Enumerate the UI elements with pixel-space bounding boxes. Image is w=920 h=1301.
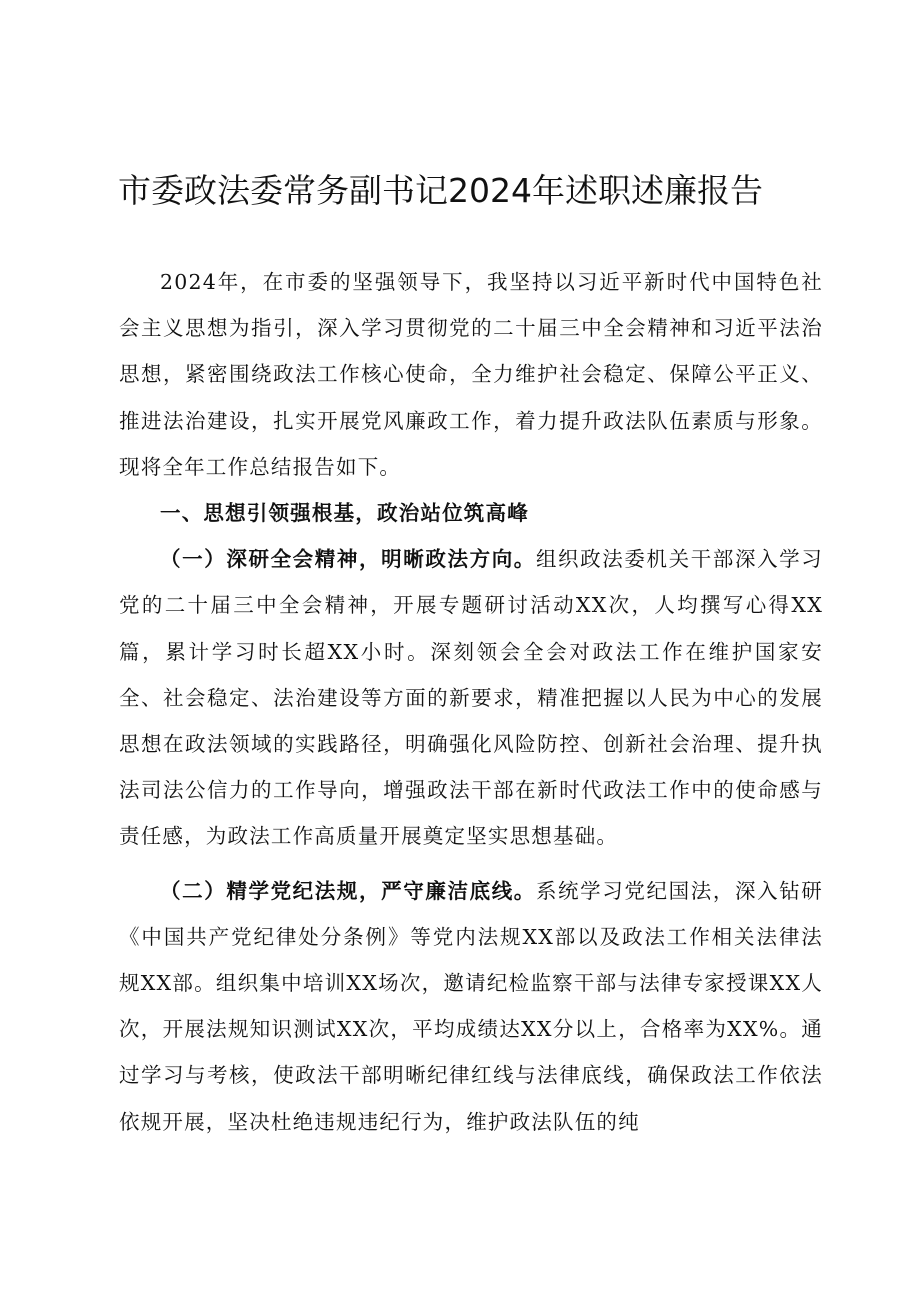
subsection-lead-1: （一）深研全会精神，明晰政法方向。 [160,547,536,572]
document-title: 市委政法委常务副书记2024年述职述廉报告 [118,171,763,210]
subsection-text-2: 系统学习党纪国法，深入钻研《中国共产党纪律处分条例》等党内法规XX部以及政法工作相关法律法规XX部。组织集中培训XX场次，邀请纪检监察干部与法律专家授课XX人次，开展法规知识测试XX次，平均成绩达XX分以上，合格率为XX%。通过学习与考核，使政法干部明晰纪律红线与法律底线，确保政法工作依法依规开展，坚决杜绝违规违纪行为，维护政法队伍的纯 [119,878,823,1134]
subsection-lead-2: （二）精学党纪法规，严守廉洁底线。 [160,878,536,903]
intro-paragraph: 2024年，在市委的坚强领导下，我坚持以习近平新时代中国特色社会主义思想为指引，深入学习贯彻党的二十届三中全会精神和习近平法治思想，紧密围绕政法工作核心使命，全力维护社会稳定、保障公平正义、推进法治建设，扎实开展党风廉政工作，着力提升政法队伍素质与形象。现将全年工作总结报告如下。 [119,270,823,479]
subsection-paragraph-2 [119,868,823,1145]
document-body [119,259,823,1145]
subsection-text-1: 组织政法委机关干部深入学习党的二十届三中全会精神，开展专题研讨活动XX次，人均撰写心得XX篇，累计学习时长超XX小时。深刻领会全会对政法工作在维护国家安全、社会稳定、法治建设等方面的新要求，精准把握以人民为中心的发展思想在政法领域的实践路径，明确强化风险防控、创新社会治理、提升执法司法公信力的工作导向，增强政法干部在新时代政法工作中的使命感与责任感，为政法工作高质量开展奠定坚实思想基础。 [119,547,823,849]
subsection-paragraph-1 [119,536,823,859]
section-heading: 一、思想引领强根基，政治站位筑高峰 [160,501,529,526]
